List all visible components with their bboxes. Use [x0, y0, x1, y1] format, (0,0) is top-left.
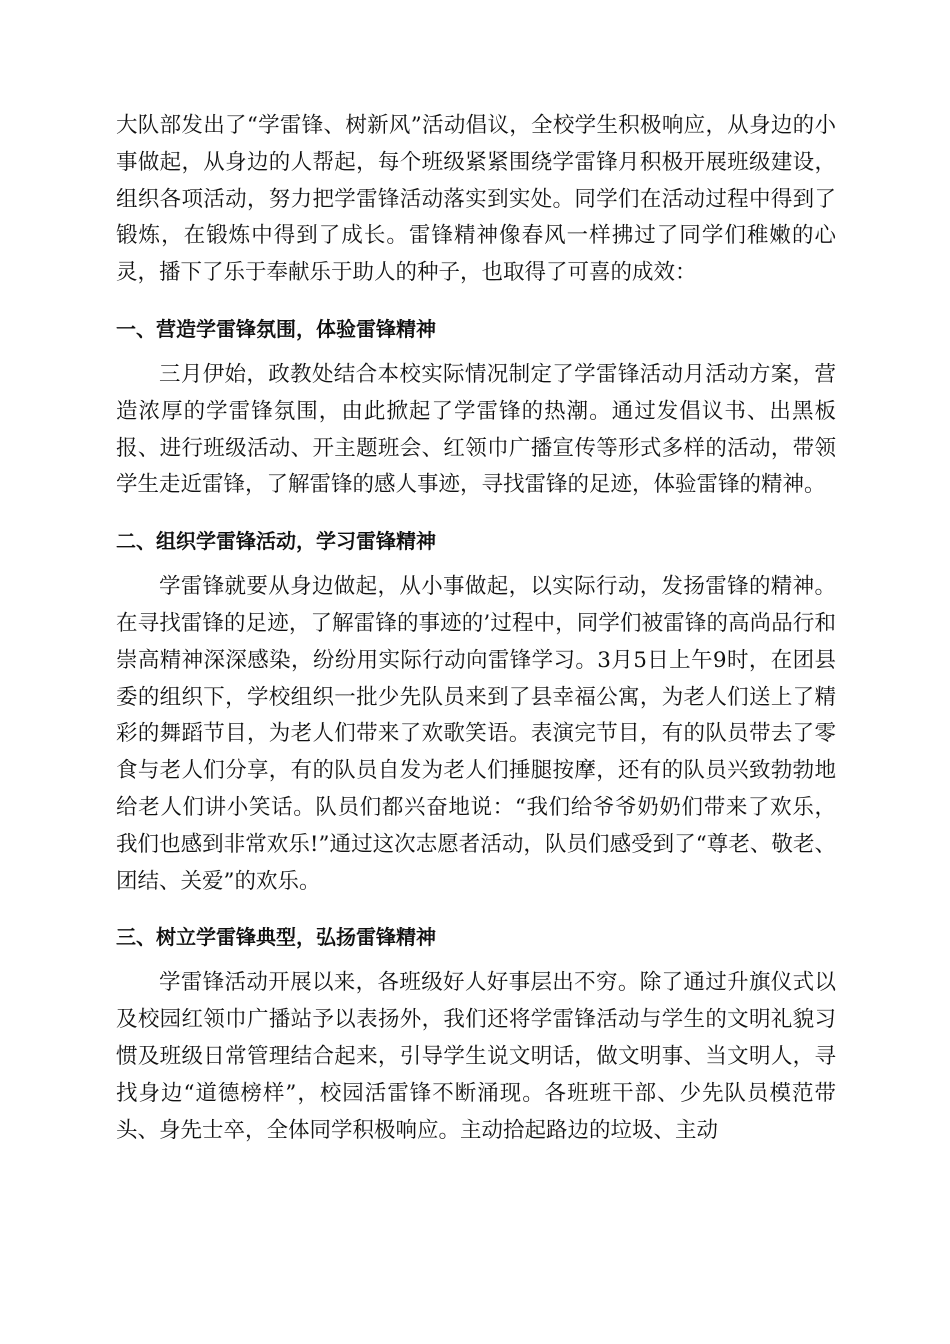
section-1-paragraph: 三月伊始，政教处结合本校实际情况制定了学雷锋活动月活动方案，营造浓厚的学雷锋氛围，由此掀起了学雷锋的热潮。通过发倡议书、出黑板报、进行班级活动、开主题班会、红领巾广播宣传等形式多样的活动，带领学生走近雷锋，了解雷锋的感人事迹，寻找雷锋的足迹，体验雷锋的精神。 [116, 361, 836, 498]
section-2-heading: 二、组织学雷锋活动，学习雷锋精神 [116, 529, 436, 554]
section-3-paragraph: 学雷锋活动开展以来，各班级好人好事层出不穷。除了通过升旗仪式以及校园红领巾广播站予以表扬外，我们还将学雷锋活动与学生的文明礼貌习惯及班级日常管理结合起来，引导学生说文明话，做文明事、当文明人，寻找身边“道德榜样”，校园活雷锋不断涌现。各班班干部、少先队员模范带头、身先士卒，全体同学积极响应。主动拾起路边的垃圾、主动 [116, 970, 836, 1143]
section-3-heading: 三、树立学雷锋典型，弘扬雷锋精神 [116, 925, 436, 950]
intro-paragraph: 大队部发出了“学雷锋、树新风”活动倡议，全校学生积极响应，从身边的小事做起，从身边的人帮起，每个班级紧紧围绕学雷锋月积极开展班级建设，组织各项活动，努力把学雷锋活动落实到实处。同学们在活动过程中得到了锻炼，在锻炼中得到了成长。雷锋精神像春风一样拂过了同学们稚嫩的心灵，播下了乐于奉献乐于助人的种子，也取得了可喜的成效： [116, 113, 836, 286]
document-page [116, 108, 836, 1149]
section-2-paragraph: 学雷锋就要从身边做起，从小事做起，以实际行动，发扬雷锋的精神。在寻找雷锋的足迹，了解雷锋的事迹的’过程中，同学们被雷锋的高尚品行和崇高精神深深感染，纷纷用实际行动向雷锋学习。3月5日上午9时，在团县委的组织下，学校组织一批少先队员来到了县幸福公寓，为老人们送上了精彩的舞蹈节目，为老人们带来了欢歌笑语。表演完节目，有的队员带去了零食与老人们分享，有的队员自发为老人们捶腿按摩，还有的队员兴致勃勃地给老人们讲小笑话。队员们都兴奋地说：“我们给爷爷奶奶们带来了欢乐，我们也感到非常欢乐!”通过这次志愿者活动，队员们感受到了“尊老、敬老、团结、关爱”的欢乐。 [116, 574, 836, 894]
section-1-heading: 一、营造学雷锋氛围，体验雷锋精神 [116, 316, 436, 341]
